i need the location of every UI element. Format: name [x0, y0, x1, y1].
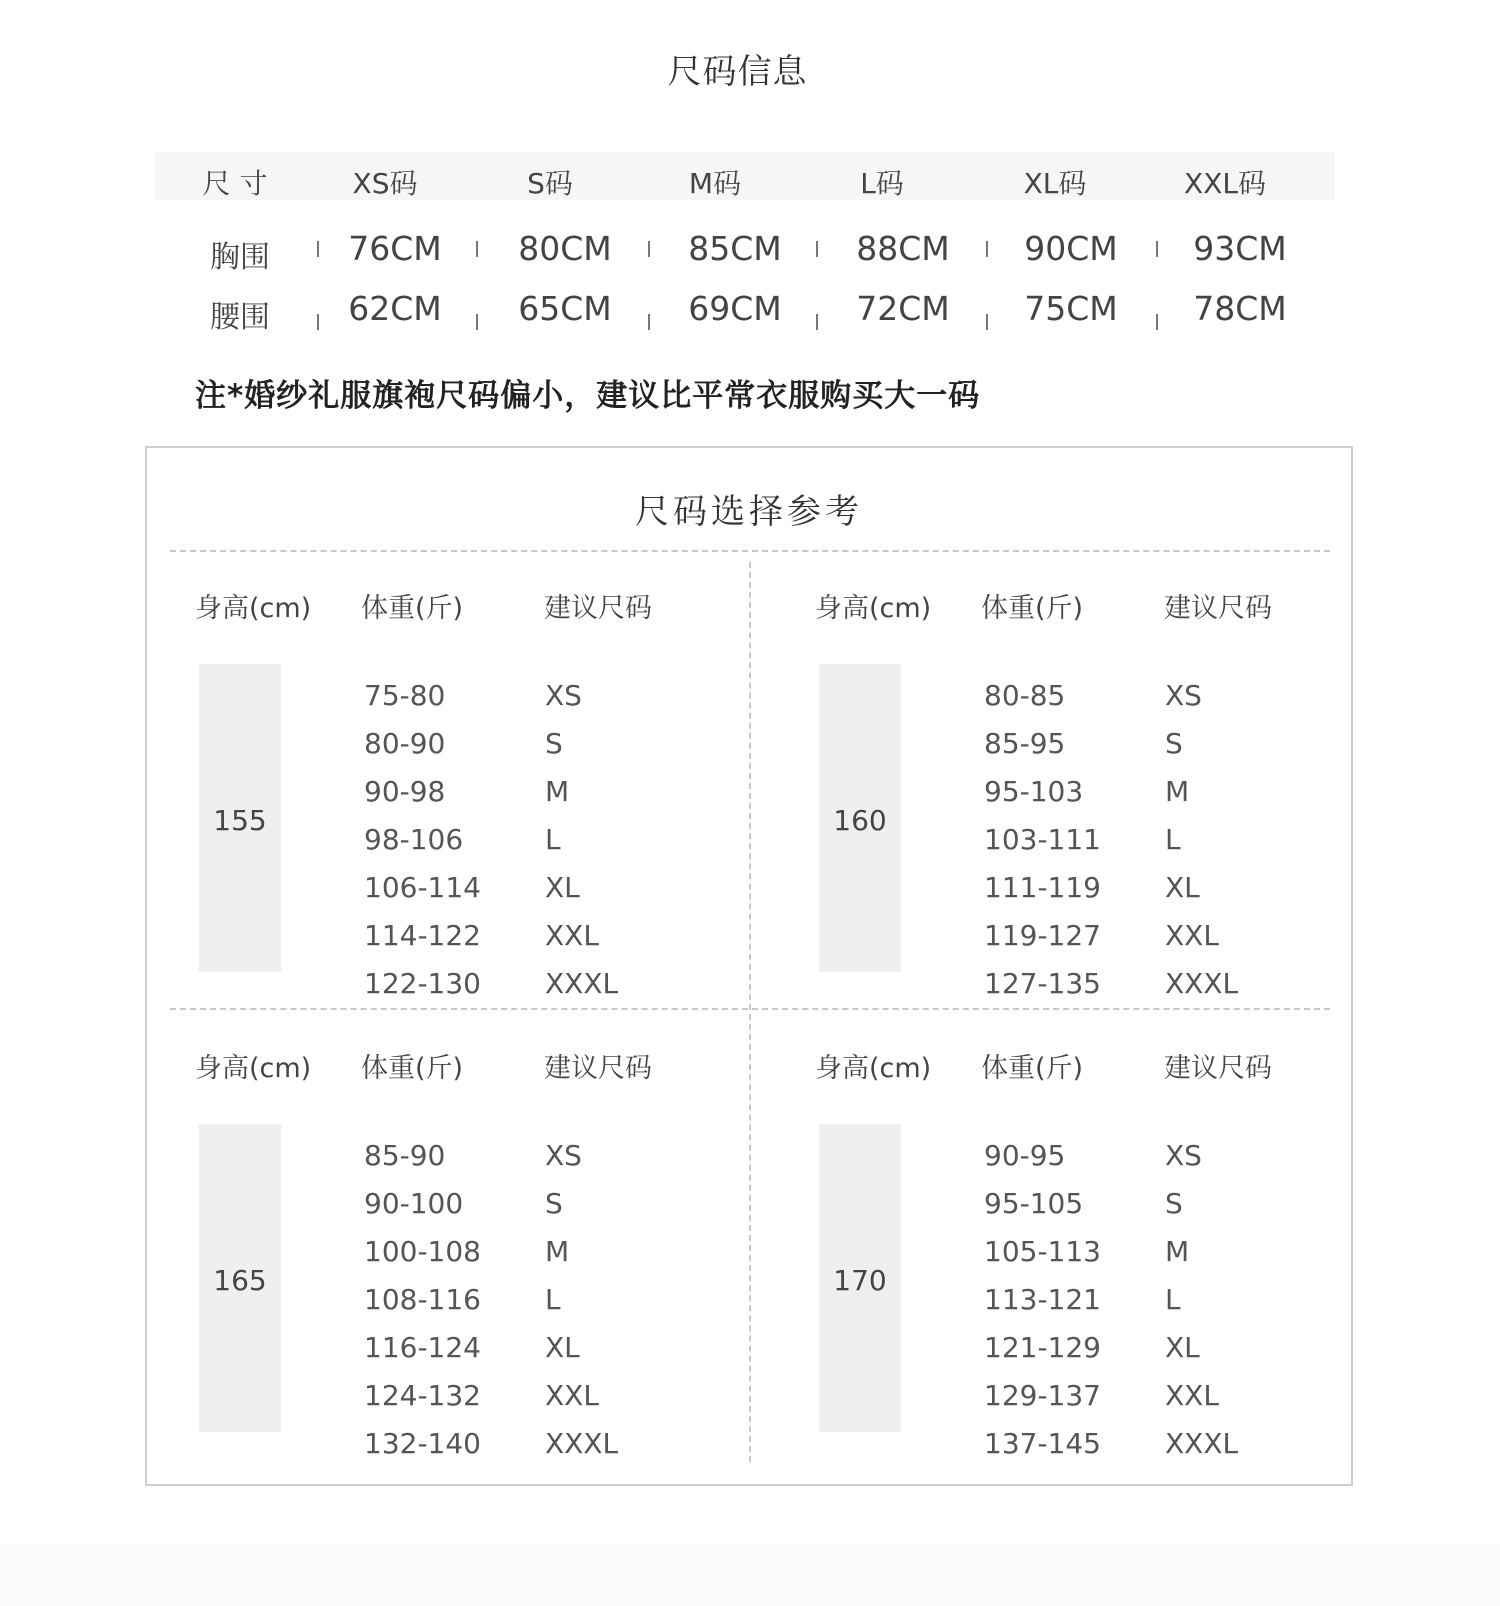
- suggested-size: XXL: [1165, 1379, 1219, 1412]
- size-header-label: 尺 寸: [202, 167, 268, 200]
- weight-range: 105-113: [984, 1235, 1101, 1268]
- suggested-size-list: [1165, 672, 1365, 1008]
- height-column-header: 身高(cm): [195, 593, 312, 624]
- size-column-header: 建议尺码: [1164, 593, 1272, 624]
- waist-row-label: 腰围: [210, 300, 270, 335]
- weight-range: 100-108: [364, 1235, 481, 1268]
- weight-range: 113-121: [984, 1283, 1101, 1316]
- height-cell: [199, 1124, 281, 1432]
- reference-block-155: [147, 586, 707, 1026]
- suggested-size: L: [1165, 1283, 1181, 1316]
- weight-range: 75-80: [364, 679, 446, 712]
- weight-range: 124-132: [364, 1379, 481, 1412]
- row-divider: [317, 241, 319, 257]
- row-divider: [317, 314, 319, 330]
- reference-block-165: [147, 1046, 707, 1486]
- weight-range: 90-98: [364, 775, 446, 808]
- page-title: 尺码信息: [667, 52, 808, 92]
- waist-value-xxl: 78CM: [1193, 289, 1287, 328]
- size-column-header: 建议尺码: [544, 593, 652, 624]
- suggested-size: L: [1165, 823, 1181, 856]
- suggested-size: M: [545, 1235, 570, 1268]
- height-cell: [819, 664, 901, 972]
- suggested-size: S: [545, 1187, 563, 1220]
- row-divider: [476, 314, 478, 330]
- suggested-size: XS: [1165, 679, 1202, 712]
- row-divider: [816, 241, 818, 257]
- suggested-size: XXXL: [545, 1427, 619, 1460]
- suggested-size-list: [545, 1132, 745, 1468]
- waist-value-s: 65CM: [518, 289, 612, 328]
- row-divider: [1156, 314, 1158, 330]
- suggested-size: XXXL: [1165, 967, 1239, 1000]
- row-divider: [476, 241, 478, 257]
- weight-range: 95-103: [984, 775, 1084, 808]
- height-column-header: 身高(cm): [195, 1053, 312, 1084]
- height-value: 165: [213, 1264, 267, 1297]
- height-cell: [819, 1124, 901, 1432]
- suggested-size: XXL: [545, 1379, 599, 1412]
- reference-block-170: [767, 1046, 1327, 1486]
- weight-range: 129-137: [984, 1379, 1101, 1412]
- waist-value-xs: 62CM: [348, 289, 442, 328]
- weight-column-header: 体重(斤): [981, 593, 1084, 624]
- suggested-size: M: [1165, 1235, 1190, 1268]
- suggested-size: XL: [545, 871, 580, 904]
- suggested-size: M: [1165, 775, 1190, 808]
- size-header-xxl: XXL码: [1184, 167, 1266, 200]
- size-column-header: 建议尺码: [1164, 1053, 1272, 1084]
- suggested-size-list: [545, 672, 745, 1008]
- size-header-xs: XS码: [352, 167, 418, 200]
- height-column-header: 身高(cm): [815, 1053, 932, 1084]
- suggested-size: L: [545, 823, 561, 856]
- weight-range: 132-140: [364, 1427, 481, 1460]
- chest-row-label: 胸围: [210, 240, 270, 275]
- suggested-size: M: [545, 775, 570, 808]
- suggested-size-list: [1165, 1132, 1365, 1468]
- row-divider: [1156, 241, 1158, 257]
- suggested-size: XS: [1165, 1139, 1202, 1172]
- size-note: 注*婚纱礼服旗袍尺码偏小，建议比平常衣服购买大一码: [195, 378, 981, 414]
- suggested-size: XS: [545, 679, 582, 712]
- size-header-l: L码: [860, 167, 904, 200]
- weight-range: 137-145: [984, 1427, 1101, 1460]
- bottom-band: [0, 1545, 1500, 1606]
- weight-range: 111-119: [984, 871, 1101, 904]
- size-reference-panel: [145, 446, 1353, 1486]
- height-value: 160: [833, 804, 887, 837]
- weight-range: 127-135: [984, 967, 1101, 1000]
- dashed-divider-vertical: [749, 562, 751, 1462]
- weight-range: 80-85: [984, 679, 1066, 712]
- suggested-size: XXXL: [545, 967, 619, 1000]
- suggested-size: XL: [1165, 871, 1200, 904]
- chest-value-xl: 90CM: [1024, 229, 1118, 268]
- waist-value-m: 69CM: [688, 289, 782, 328]
- weight-range: 106-114: [364, 871, 481, 904]
- chest-value-xs: 76CM: [348, 229, 442, 268]
- row-divider: [986, 241, 988, 257]
- size-column-header: 建议尺码: [544, 1053, 652, 1084]
- size-header-s: S码: [527, 167, 573, 200]
- size-table-header: [155, 152, 1335, 200]
- weight-range: 122-130: [364, 967, 481, 1000]
- weight-range: 119-127: [984, 919, 1101, 952]
- weight-column-header: 体重(斤): [361, 1053, 464, 1084]
- weight-range: 85-95: [984, 727, 1066, 760]
- weight-column-header: 体重(斤): [981, 1053, 1084, 1084]
- weight-range-list: [984, 672, 1184, 1008]
- suggested-size: XL: [545, 1331, 580, 1364]
- weight-range: 121-129: [984, 1331, 1101, 1364]
- reference-title: 尺码选择参考: [635, 492, 863, 532]
- weight-range: 103-111: [984, 823, 1101, 856]
- suggested-size: S: [1165, 1187, 1183, 1220]
- size-header-xl: XL码: [1023, 167, 1087, 200]
- weight-range-list: [364, 672, 564, 1008]
- dashed-divider-top: [170, 550, 1330, 552]
- suggested-size: XL: [1165, 1331, 1200, 1364]
- suggested-size: XXL: [1165, 919, 1219, 952]
- row-divider: [986, 314, 988, 330]
- chest-value-s: 80CM: [518, 229, 612, 268]
- row-divider: [648, 314, 650, 330]
- reference-block-160: [767, 586, 1327, 1026]
- chest-value-xxl: 93CM: [1193, 229, 1287, 268]
- height-column-header: 身高(cm): [815, 593, 932, 624]
- weight-range: 114-122: [364, 919, 481, 952]
- weight-range: 116-124: [364, 1331, 481, 1364]
- weight-range: 80-90: [364, 727, 446, 760]
- weight-range: 98-106: [364, 823, 464, 856]
- row-divider: [816, 314, 818, 330]
- suggested-size: XS: [545, 1139, 582, 1172]
- suggested-size: L: [545, 1283, 561, 1316]
- weight-range-list: [984, 1132, 1184, 1468]
- height-cell: [199, 664, 281, 972]
- chest-value-m: 85CM: [688, 229, 782, 268]
- suggested-size: XXL: [545, 919, 599, 952]
- height-value: 170: [833, 1264, 887, 1297]
- size-header-m: M码: [688, 167, 742, 200]
- weight-range: 85-90: [364, 1139, 446, 1172]
- suggested-size: XXXL: [1165, 1427, 1239, 1460]
- weight-range: 108-116: [364, 1283, 481, 1316]
- weight-range-list: [364, 1132, 564, 1468]
- row-divider: [648, 241, 650, 257]
- waist-value-xl: 75CM: [1024, 289, 1118, 328]
- weight-range: 90-100: [364, 1187, 464, 1220]
- weight-range: 90-95: [984, 1139, 1066, 1172]
- weight-range: 95-105: [984, 1187, 1084, 1220]
- suggested-size: S: [1165, 727, 1183, 760]
- suggested-size: S: [545, 727, 563, 760]
- chest-value-l: 88CM: [856, 229, 950, 268]
- height-value: 155: [213, 804, 267, 837]
- weight-column-header: 体重(斤): [361, 593, 464, 624]
- waist-value-l: 72CM: [856, 289, 950, 328]
